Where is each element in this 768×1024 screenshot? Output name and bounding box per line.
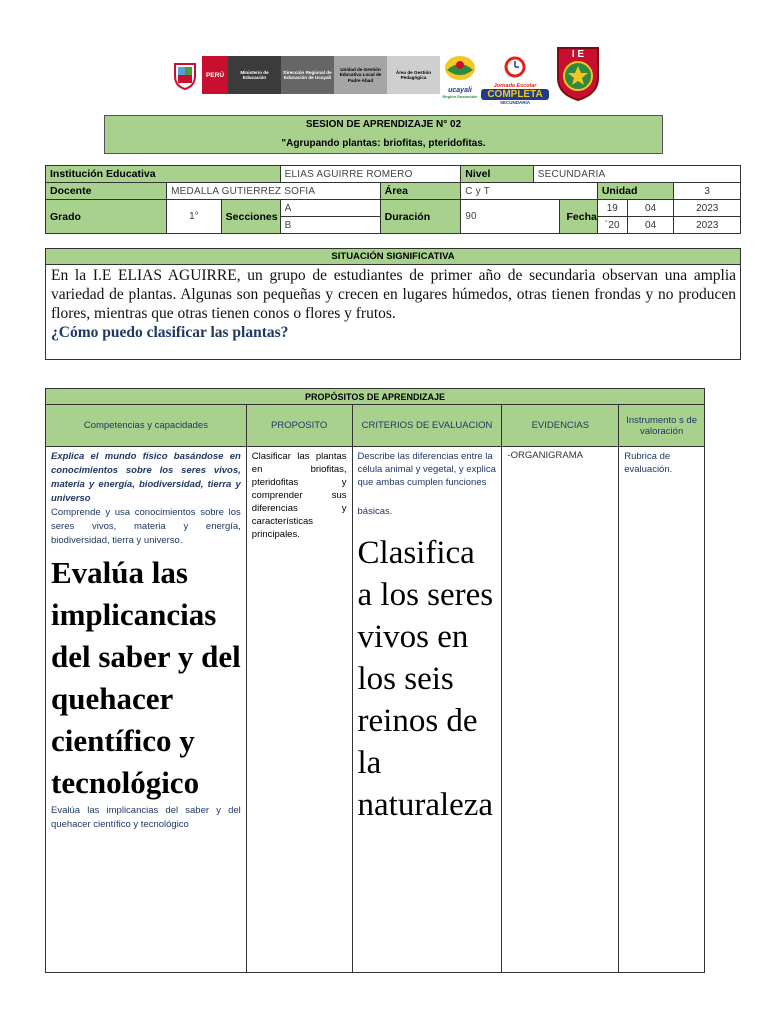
clock-icon	[502, 56, 528, 78]
criterio-cont-text: básicas.	[357, 506, 393, 517]
seccion-b: B	[280, 217, 380, 234]
institucion-value: ELIAS AGUIRRE ROMERO	[280, 166, 461, 183]
unidad-label: Unidad	[597, 183, 674, 200]
info-table	[45, 165, 741, 234]
docente-value: MEDALLA GUTIERREZ SOFIA	[167, 183, 380, 200]
nivel-label: Nivel	[461, 166, 534, 183]
fecha-label: Fecha	[560, 200, 597, 234]
area-value: C y T	[461, 183, 598, 200]
col-proposito: PROPOSITO	[246, 405, 352, 447]
peru-label: PERÚ	[202, 56, 228, 94]
header-logos	[168, 42, 608, 105]
capacidad-large-text: Evalúa las implicancias del saber y del quehacer científico y tecnológico	[51, 555, 241, 800]
ugel-logo	[442, 54, 478, 98]
situacion-box	[45, 248, 741, 360]
jec-logo	[481, 56, 549, 105]
direccion-label: Dirección Regional de Educación de Ucayali	[281, 56, 334, 94]
ministerio-label: Ministerio de Educación	[228, 56, 281, 94]
duracion-label: Duración	[380, 200, 461, 234]
seccion-a: A	[280, 200, 380, 217]
situacion-text: En la I.E ELIAS AGUIRRE, un grupo de estudiantes de primer año de secundaria observan una amplia variedad de plantas. Algunas son pequeñas y crecen en lugares húmedos, otras tienen frondas y no producen flores, mientras que otras tienen conos o flores y frutos.	[51, 267, 736, 322]
competencia-text: Explica el mundo físico basándose en conocimientos sobre los seres vivos, materia y energía, biodiversidad, tierra y universo	[51, 451, 241, 504]
instrumento-text: Rubrica de evaluación.	[624, 451, 673, 475]
session-title: SESION DE APRENDIZAJE N° 02	[305, 119, 462, 130]
fecha1-month: 04	[627, 200, 674, 217]
session-subtitle: "Agrupando plantas: briofitas, pteridofitas.	[281, 138, 486, 149]
situacion-header: SITUACIÓN SIGNIFICATIVA	[46, 249, 740, 265]
ugel-sub: Región Sostenible	[442, 94, 478, 99]
jec-main: COMPLETA	[481, 89, 549, 100]
col-evidencias: EVIDENCIAS	[502, 405, 619, 447]
jec-sub: SECUNDARIA	[499, 100, 530, 105]
fecha1-year: 2023	[674, 200, 741, 217]
propositos-table	[45, 388, 705, 973]
unidad-value: 3	[674, 183, 741, 200]
jec-top: Jornada Escolar	[493, 83, 537, 89]
session-title-box	[104, 115, 663, 154]
grado-label: Grado	[46, 200, 167, 234]
fecha2-day: ´20	[597, 217, 627, 234]
col-competencias: Competencias y capacidades	[46, 405, 247, 447]
evidencias-cell	[502, 447, 619, 973]
government-logo-bar	[168, 56, 440, 94]
fecha2-month: 04	[627, 217, 674, 234]
criterios-cell	[352, 447, 502, 973]
capacidad2-text: Evalúa las implicancias del saber y del quehacer científico y tecnológico	[51, 805, 241, 830]
col-criterios: CRITERIOS DE EVALUACION	[352, 405, 502, 447]
situacion-body	[46, 265, 740, 342]
fecha2-year: 2023	[674, 217, 741, 234]
evidencia-text: -ORGANIGRAMA	[507, 450, 583, 461]
criterio-large-text: Clasifica a los seres vivos en los seis reinos de la naturaleza	[357, 535, 494, 823]
instrumento-cell	[619, 447, 705, 973]
school-crest-icon	[552, 42, 604, 102]
institucion-label: Institución Educativa	[46, 166, 281, 183]
fecha1-day: 19	[597, 200, 627, 217]
unidad-label: Unidad de Gestión Educativa Local de Padre Abad	[334, 56, 387, 94]
area-label: Área de Gestión Pedagógica	[387, 56, 440, 94]
nivel-value: SECUNDARIA	[533, 166, 740, 183]
ugel-emblem-icon	[443, 54, 477, 82]
propositos-header: PROPÓSITOS DE APRENDIZAJE	[46, 389, 705, 405]
ugel-label: ucayali	[448, 87, 472, 94]
proposito-cell	[246, 447, 352, 973]
secciones-label: Secciones	[221, 200, 280, 234]
ie-label: I E	[571, 49, 585, 60]
docente-label: Docente	[46, 183, 167, 200]
duracion-value: 90	[461, 200, 560, 234]
competencias-cell	[46, 447, 247, 973]
col-instrumento: Instrumento s de valoración	[619, 405, 705, 447]
area-label: Área	[380, 183, 461, 200]
proposito-text: Clasificar las plantas en briofitas, pteridofitas y comprender sus diferencias y características principales.	[251, 451, 347, 540]
capacidad-text: Comprende y usa conocimientos sobre los seres vivos, materia y energía, biodiversidad, tierra y universo.	[51, 507, 241, 546]
peru-shield-icon	[168, 56, 202, 94]
grado-value: 1°	[167, 200, 222, 234]
situacion-question: ¿Cómo puedo clasificar las plantas?	[51, 324, 289, 341]
criterio-text: Describe las diferencias entre la célula animal y vegetal, y explica que ambas cumplen funciones	[357, 451, 496, 488]
